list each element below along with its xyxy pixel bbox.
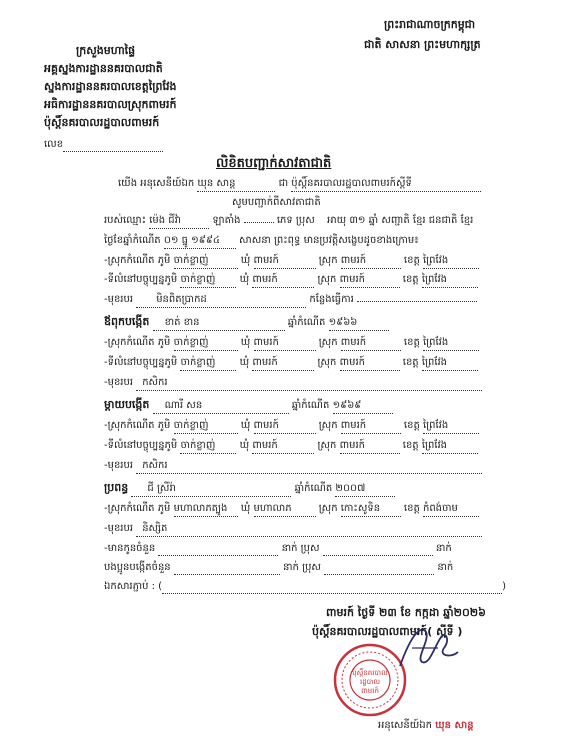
father-line bbox=[104, 315, 389, 329]
mother-job-line bbox=[104, 459, 482, 473]
ministry-line: ក្រសួងមហាផ្ទៃ bbox=[76, 44, 136, 57]
kingdom-heading: ព្រះរាជាណាចក្រកម្ពុជា bbox=[384, 18, 476, 31]
mother-res-province: ព្រៃវែង bbox=[422, 439, 478, 454]
siblings-line bbox=[104, 561, 453, 575]
father-birth-district: ពាមរក៍ bbox=[341, 336, 401, 351]
birthplace-label: -ស្រុកកំណើត ភូមិ bbox=[104, 420, 171, 431]
father-name: ខាត់ ខាន bbox=[153, 316, 285, 331]
subject-identity-line bbox=[104, 214, 473, 228]
general-commissariat-line: អគ្គស្នងការដ្ឋាននគរបាលជាតិ bbox=[44, 62, 163, 75]
spouse-birth-year: ២០០៧ bbox=[335, 482, 395, 497]
summary-intro: មានប្រវត្តិសង្ខេបដូចខាងក្រោម៖ bbox=[303, 235, 419, 246]
ethnicity-label: ជនជាតិ bbox=[428, 215, 458, 226]
subject-residence-line bbox=[104, 273, 478, 287]
subject-dob: ០១ ធ្នូ ១៩៩៤ bbox=[164, 234, 236, 249]
district-label: ស្រុក bbox=[318, 337, 338, 348]
province-label: ខេត្ត bbox=[403, 503, 420, 514]
district-label: ស្រុក bbox=[318, 503, 338, 514]
province-label: ខេត្ត bbox=[403, 337, 420, 348]
father-residence-line bbox=[104, 356, 478, 370]
siblings-male-unit: នាក់ bbox=[437, 562, 454, 573]
mother-name: ណារី សន bbox=[153, 399, 289, 414]
father-job: កសិករ bbox=[136, 376, 482, 391]
officer-post: ប៉ុស្តិ៍នគរបាលរដ្ឋបាលពាមរក៍ស្ដីទី bbox=[291, 177, 481, 192]
intro-certify-line: សូមបញ្ជាក់ពីសាវតាជាតិ bbox=[232, 197, 321, 208]
sex-label: ភេទ bbox=[276, 215, 293, 226]
province-label: ខេត្ត bbox=[402, 274, 419, 285]
subject-res-district: ពាមរក៍ bbox=[340, 273, 400, 288]
father-res-commune: ពាមរក៍ bbox=[252, 356, 314, 371]
signer bbox=[378, 718, 474, 733]
subject-birth-village: ចាក់ខ្លាញ់ bbox=[174, 254, 238, 269]
commune-label: ឃុំ bbox=[240, 255, 251, 266]
province-label: ខេត្ត bbox=[403, 420, 420, 431]
children-line bbox=[104, 542, 452, 556]
district-label: ស្រុក bbox=[318, 255, 338, 266]
age-unit: ឆ្នាំ bbox=[368, 215, 379, 226]
residence-label: -ទីលំនៅបច្ចុប្បន្នភូមិ bbox=[104, 357, 178, 368]
siblings-male-label: ប្រុស bbox=[302, 562, 321, 573]
mother-birth-province: ព្រៃវែង bbox=[423, 419, 479, 434]
subject-dob-line bbox=[104, 234, 419, 248]
mother-birth-commune: ពាមរក៍ bbox=[254, 419, 316, 434]
stamp-text-office: ប៉ុស្តិ៍នគរបាល bbox=[352, 669, 388, 677]
father-label: ឪពុកបង្កើត bbox=[104, 315, 150, 328]
age-label: អាយុ bbox=[327, 215, 347, 226]
stamp-text-place: ពាមរក៍ bbox=[361, 687, 379, 695]
district-label: ស្រុក bbox=[317, 274, 337, 285]
siblings-unit: នាក់ bbox=[283, 562, 299, 573]
subject-birth-commune: ពាមរក៍ bbox=[254, 254, 316, 269]
residence-label: -ទីលំនៅបច្ចុប្បន្នភូមិ bbox=[104, 274, 178, 285]
mother-birthplace-line bbox=[104, 419, 479, 433]
name-label: របស់ឈ្មោះ bbox=[104, 215, 146, 226]
mother-birth-district: ពាមរក៍ bbox=[341, 419, 401, 434]
motto-heading: ជាតិ សាសនា ព្រះមហាក្សត្រ bbox=[364, 38, 481, 51]
father-res-district: ពាមរក៍ bbox=[340, 356, 400, 371]
religion-label: សាសនា bbox=[239, 235, 271, 246]
issuing-office: ប៉ុស្តិ៍នគរបាលរដ្ឋបាលពាមរក៍( ស្ដីទី ) bbox=[312, 625, 463, 638]
intro-line bbox=[118, 177, 481, 191]
subject-age: ៣១ bbox=[349, 215, 366, 226]
signer-rank: អនុសេនីយ៍ឯក bbox=[378, 720, 432, 731]
intro-prefix: យើង អនុសេនីយ៍ឯក bbox=[118, 178, 195, 189]
subject-res-commune: ពាមរក៍ bbox=[252, 273, 314, 288]
mother-birth-village: ចាក់ខ្លាញ់ bbox=[174, 419, 238, 434]
children-label: -មានកូនចំនួន bbox=[104, 543, 156, 554]
spouse-birth-district: កោះសូទិន bbox=[341, 502, 401, 517]
signer-name: ឃុន សាន្ត bbox=[435, 720, 474, 731]
job-label: -មុខរបរ bbox=[104, 460, 133, 471]
district-label: ស្រុក bbox=[318, 420, 338, 431]
job-label: -មុខរបរ bbox=[104, 377, 133, 388]
subject-ethnicity: ខ្មែរ bbox=[460, 215, 474, 226]
father-birth-village: ចាក់ខ្លាញ់ bbox=[174, 336, 238, 351]
spouse-job: និស្សិត bbox=[136, 522, 482, 537]
spouse-label: ប្រពន្ធ bbox=[104, 481, 129, 494]
workplace-label: កន្លែងធ្វើការ bbox=[309, 294, 354, 305]
mother-res-district: ពាមរក៍ bbox=[340, 439, 400, 454]
residence-label: -ទីលំនៅបច្ចុប្បន្នភូមិ bbox=[104, 440, 178, 451]
subject-religion: ព្រះពុទ្ធ bbox=[273, 235, 301, 246]
district-inspectorate-line: អធិការដ្ឋាននគរបាលស្រុកពាមរក៍ bbox=[44, 98, 177, 111]
children-male-unit: នាក់ bbox=[435, 543, 452, 554]
commune-label: ឃុំ bbox=[240, 337, 251, 348]
father-birth-year-label: ឆ្នាំកំណើត bbox=[287, 317, 326, 328]
subject-birth-province: ព្រៃវែង bbox=[423, 254, 479, 269]
subject-job-line bbox=[104, 293, 477, 307]
commune-label: ឃុំ bbox=[239, 440, 250, 451]
siblings-label: បងប្អូនបង្កើតចំនួន bbox=[104, 562, 171, 573]
spouse-birth-village: មហាលាភត្បូង bbox=[174, 502, 238, 517]
dob-label: ថ្ងៃខែឆ្នាំកំណើត bbox=[104, 235, 161, 246]
spouse-job-line bbox=[104, 522, 482, 536]
latin-label: ឡាតាំង bbox=[212, 215, 241, 226]
reference-number bbox=[44, 137, 163, 152]
mother-line bbox=[104, 398, 393, 412]
district-label: ស្រុក bbox=[317, 440, 337, 451]
spouse-name: ជី ស្រីរ៉ា bbox=[131, 482, 291, 497]
spouse-birth-commune: មហាលាភ bbox=[254, 502, 316, 517]
spouse-birth-province: កំពង់ចាម bbox=[423, 502, 479, 517]
commune-label: ឃុំ bbox=[240, 503, 251, 514]
subject-latin-name bbox=[244, 222, 274, 223]
attachment-label: ឯកសារភ្ជាប់ bbox=[104, 581, 149, 592]
mother-residence-line bbox=[104, 439, 478, 453]
stamp-text-admin: រដ្ឋបាល bbox=[360, 678, 380, 686]
mother-birth-year: ១៩៦៩ bbox=[333, 399, 393, 414]
job-label: -មុខរបរ bbox=[104, 523, 133, 534]
father-birth-commune: ពាមរក៍ bbox=[254, 336, 316, 351]
subject-birthplace-line bbox=[104, 254, 479, 268]
province-commissariat-line: ស្នងការដ្ឋាននគរបាលខេត្តព្រៃវែង bbox=[44, 80, 177, 93]
father-birthplace-line bbox=[104, 336, 479, 350]
nationality-label: សញ្ជាតិ bbox=[381, 215, 410, 226]
subject-nationality: ខ្មែរ bbox=[412, 215, 426, 226]
spouse-line bbox=[104, 481, 395, 495]
father-res-province: ព្រៃវែង bbox=[422, 356, 478, 371]
province-label: ខេត្ត bbox=[402, 440, 419, 451]
father-birth-year: ១៩៦៦ bbox=[329, 316, 389, 331]
spouse-birthplace-line bbox=[104, 502, 479, 516]
spouse-birth-year-label: ឆ្នាំកំណើត bbox=[294, 483, 333, 494]
mother-label: ម្ដាយបង្កើត bbox=[104, 398, 150, 411]
birthplace-label: -ស្រុកកំណើត ភូមិ bbox=[104, 503, 171, 514]
subject-birth-district: ពាមរក៍ bbox=[341, 254, 401, 269]
intro-mid: ជា bbox=[278, 178, 289, 189]
document-title: លិខិតបញ្ជាក់សាវតាជាតិ bbox=[216, 156, 332, 171]
mother-res-commune: ពាមរក៍ bbox=[252, 439, 314, 454]
district-label: ស្រុក bbox=[317, 357, 337, 368]
attachment-line: ឯកសារភ្ជាប់ : ( ) bbox=[104, 581, 506, 592]
commune-label: ឃុំ bbox=[240, 420, 251, 431]
subject-job: មិនពិតប្រាកដ bbox=[136, 293, 306, 308]
reference-label: លេខ bbox=[44, 139, 64, 150]
subject-name: ម៉េង ជីវ៉ា bbox=[149, 214, 209, 229]
province-label: ខេត្ត bbox=[402, 357, 419, 368]
mother-job: កសិករ bbox=[136, 459, 482, 474]
father-res-village: ចាក់ខ្លាញ់ bbox=[180, 356, 236, 371]
job-label: -មុខរបរ bbox=[104, 294, 133, 305]
subject-workplace bbox=[357, 301, 477, 302]
father-job-line bbox=[104, 376, 482, 390]
mother-birth-year-label: ឆ្នាំកំណើត bbox=[291, 400, 330, 411]
issue-date: ពាមរក៍ ថ្ងៃទី ២៣ ខែ កក្កដា ឆ្នាំ២០២៦ bbox=[326, 606, 486, 619]
subject-sex: ប្រុស bbox=[295, 215, 315, 226]
subject-res-village: ចាក់ខ្លាញ់ bbox=[180, 273, 236, 288]
father-birth-province: ព្រៃវែង bbox=[423, 336, 479, 351]
children-unit: នាក់ bbox=[281, 543, 298, 554]
commune-label: ឃុំ bbox=[239, 274, 250, 285]
children-male-label: ប្រុស bbox=[300, 543, 320, 554]
signature-icon bbox=[392, 618, 462, 680]
province-label: ខេត្ត bbox=[403, 255, 420, 266]
officer-name: ឃុន សាន្ត bbox=[197, 177, 275, 192]
subject-res-province: ព្រៃវែង bbox=[422, 273, 478, 288]
birthplace-label: -ស្រុកកំណើត ភូមិ bbox=[104, 337, 171, 348]
commune-label: ឃុំ bbox=[239, 357, 250, 368]
mother-res-village: ចាក់ខ្លាញ់ bbox=[180, 439, 236, 454]
admin-post-line: ប៉ុស្តិ៍នគរបាលរដ្ឋបាលពាមរក៍ bbox=[44, 116, 160, 129]
birthplace-label: -ស្រុកកំណើត ភូមិ bbox=[104, 255, 171, 266]
